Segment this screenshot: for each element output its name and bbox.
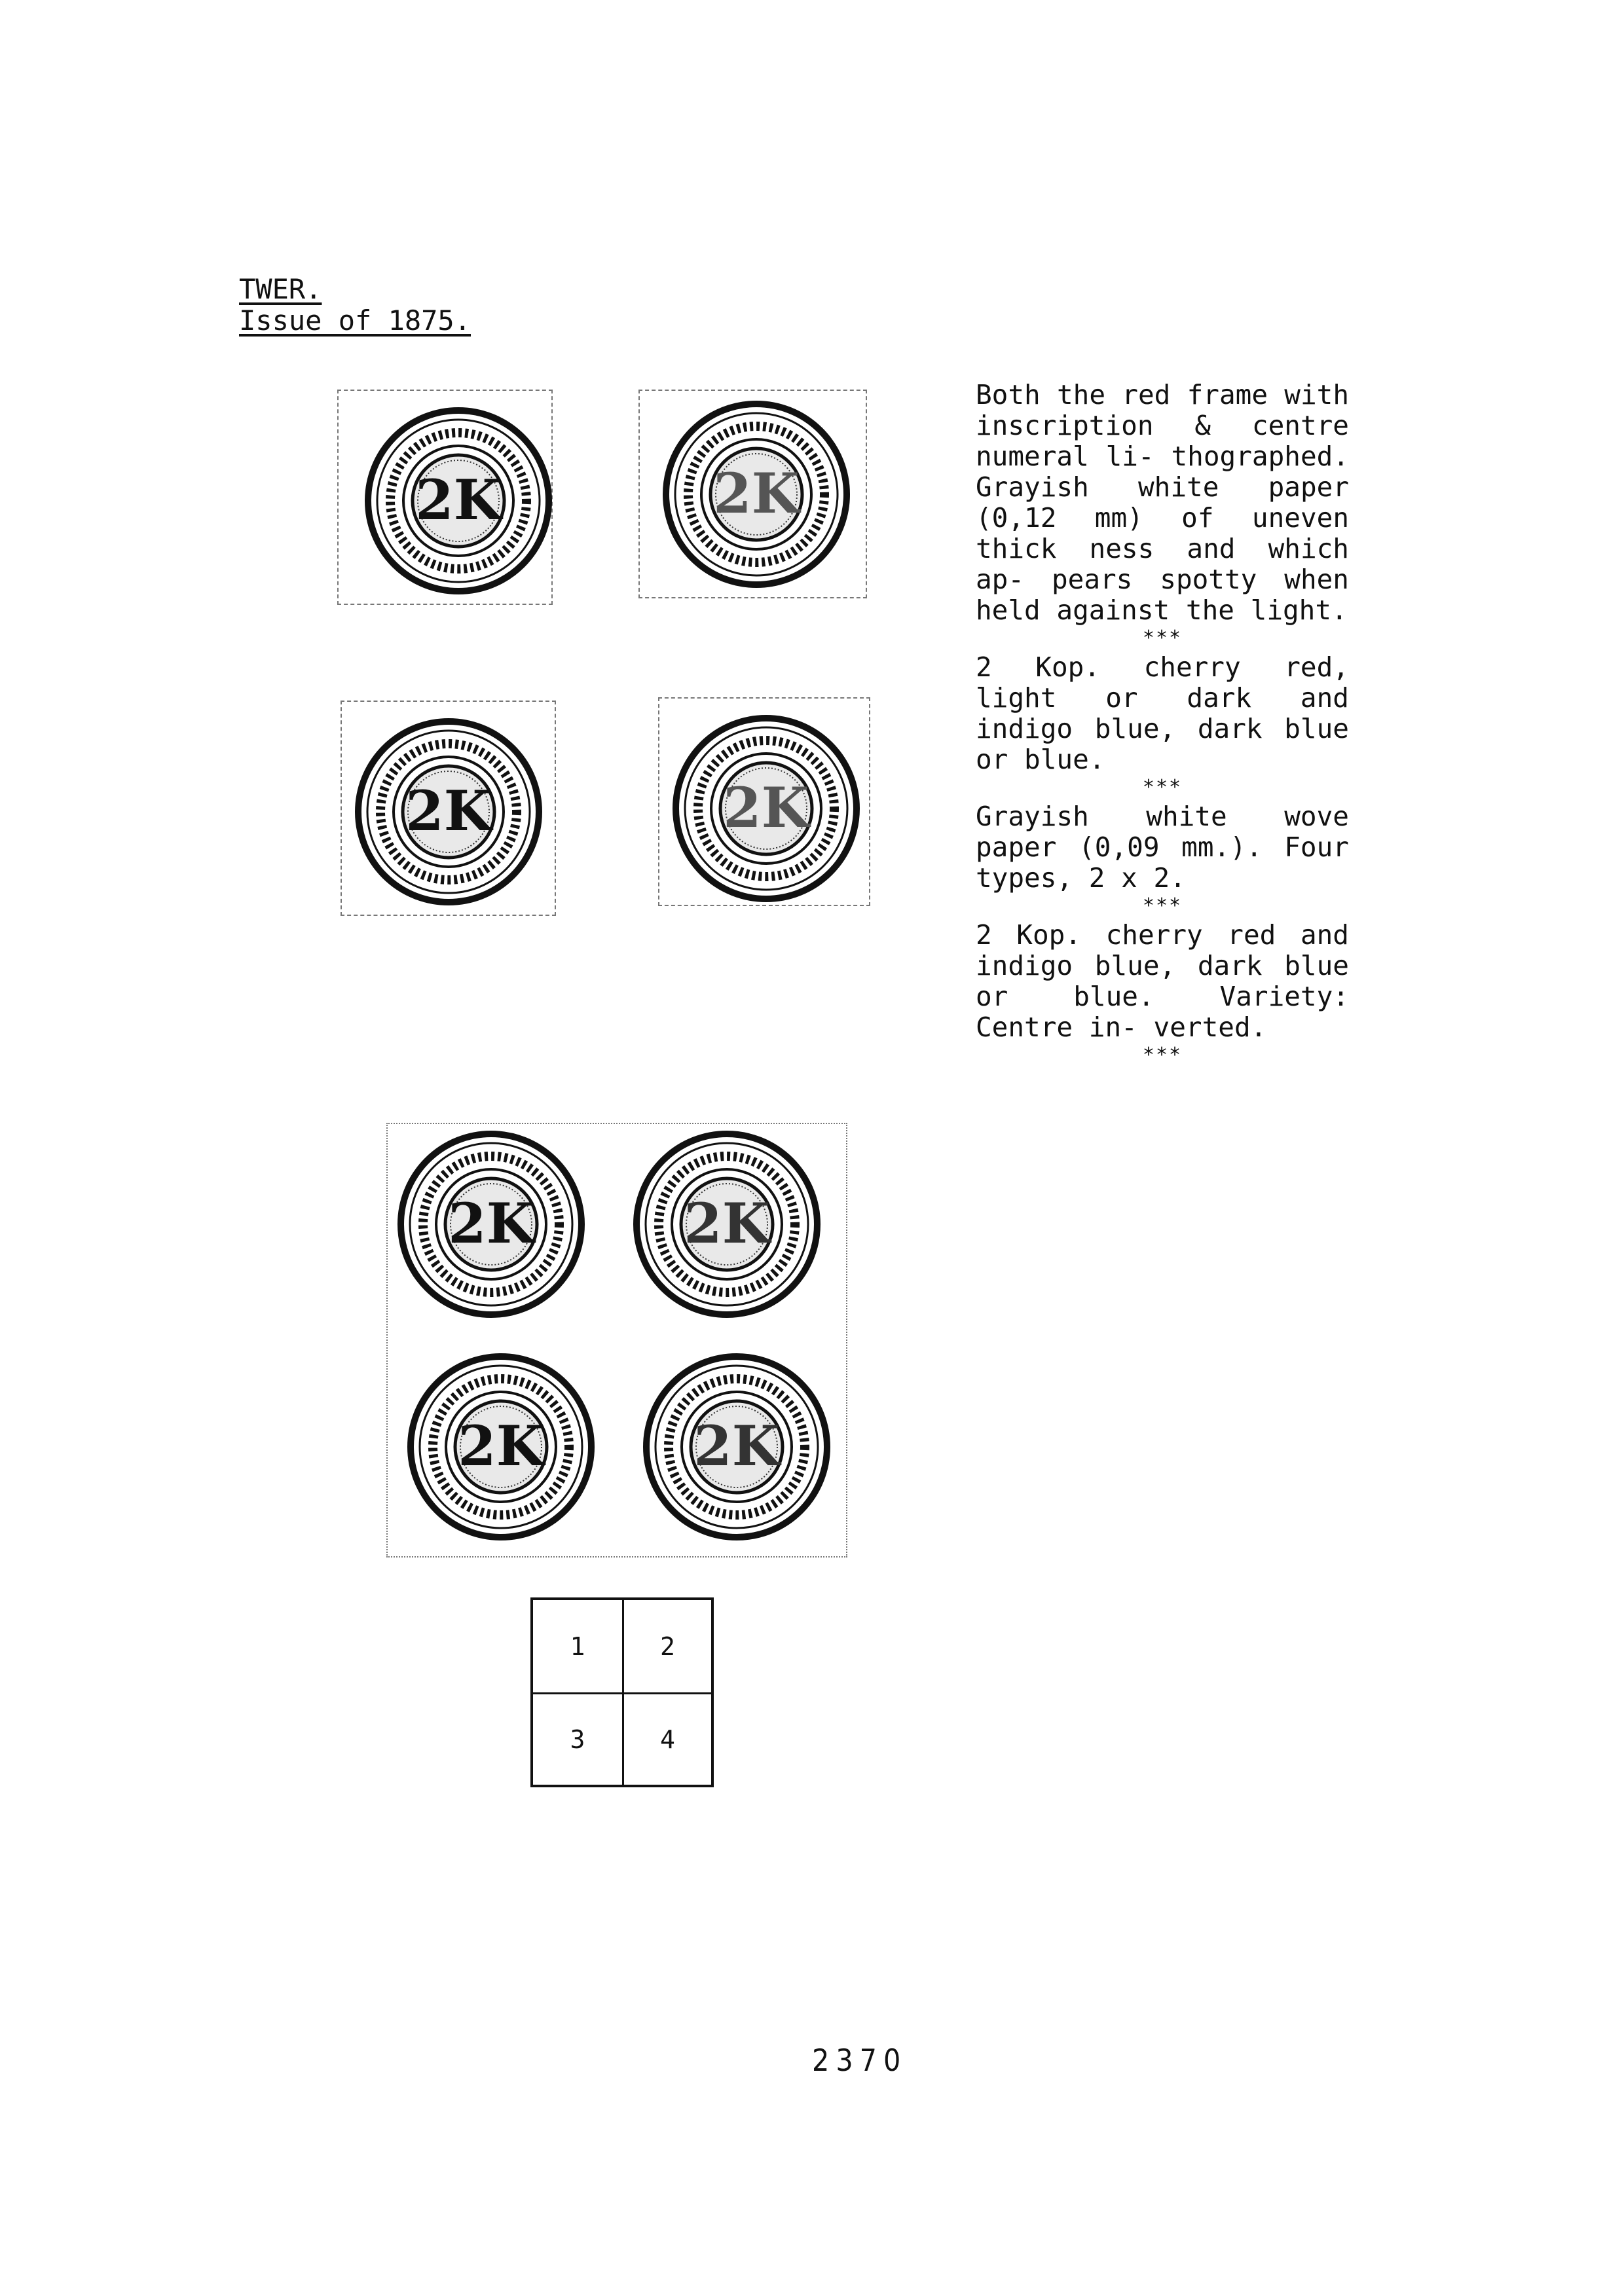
type-cell-1: 1 [570,1631,585,1661]
description-paragraph: 2 Kop. cherry red and indigo blue, dark blue or blue. Variety: Centre in- verted. [976,919,1349,1043]
stamp-image [658,396,855,592]
type-grid [530,1597,714,1787]
stamp-denomination: 2K [684,1191,770,1256]
separator: *** [1142,1044,1183,1066]
separator: *** [1142,894,1183,917]
stamp-denomination: 2K [458,1413,544,1478]
stamp-denomination: 2K [723,775,809,840]
stamp-image [668,710,864,907]
stamp-denomination: 2K [713,461,800,526]
description [976,380,1349,1069]
page-subtitle: Issue of 1875. [239,304,471,337]
stamp-image [360,403,557,599]
separator: *** [1142,627,1183,649]
type-cell-4: 4 [622,1692,711,1785]
stamp-image [638,1349,835,1545]
description-paragraph: 2 Kop. cherry red, light or dark and indigo blue, dark blue or blue. [976,651,1349,775]
page-title: TWER. [239,273,322,305]
page-number: 2370 [812,2043,908,2078]
stamp-image [629,1126,825,1322]
stamp-image [393,1126,589,1322]
description-paragraph: Grayish white wove paper (0,09 mm.). Four types, 2 x 2. [976,801,1349,894]
stamp-denomination: 2K [693,1413,780,1478]
stamp-denomination: 2K [415,467,502,532]
type-cell-2: 2 [622,1600,711,1692]
description-paragraph: Both the red frame with inscription & centre numeral li- thographed. Grayish white paper (0,12 mm) of uneven thick ness and which ap- pears spotty when held against the light. [976,379,1349,626]
separator: *** [1142,776,1183,799]
type-cell-3: 3 [533,1692,622,1785]
stamp-denomination: 2K [405,778,492,843]
stamp-denomination: 2K [448,1191,534,1256]
page-heading [239,274,471,337]
stamp-image [350,714,547,910]
stamp-image [403,1349,599,1545]
